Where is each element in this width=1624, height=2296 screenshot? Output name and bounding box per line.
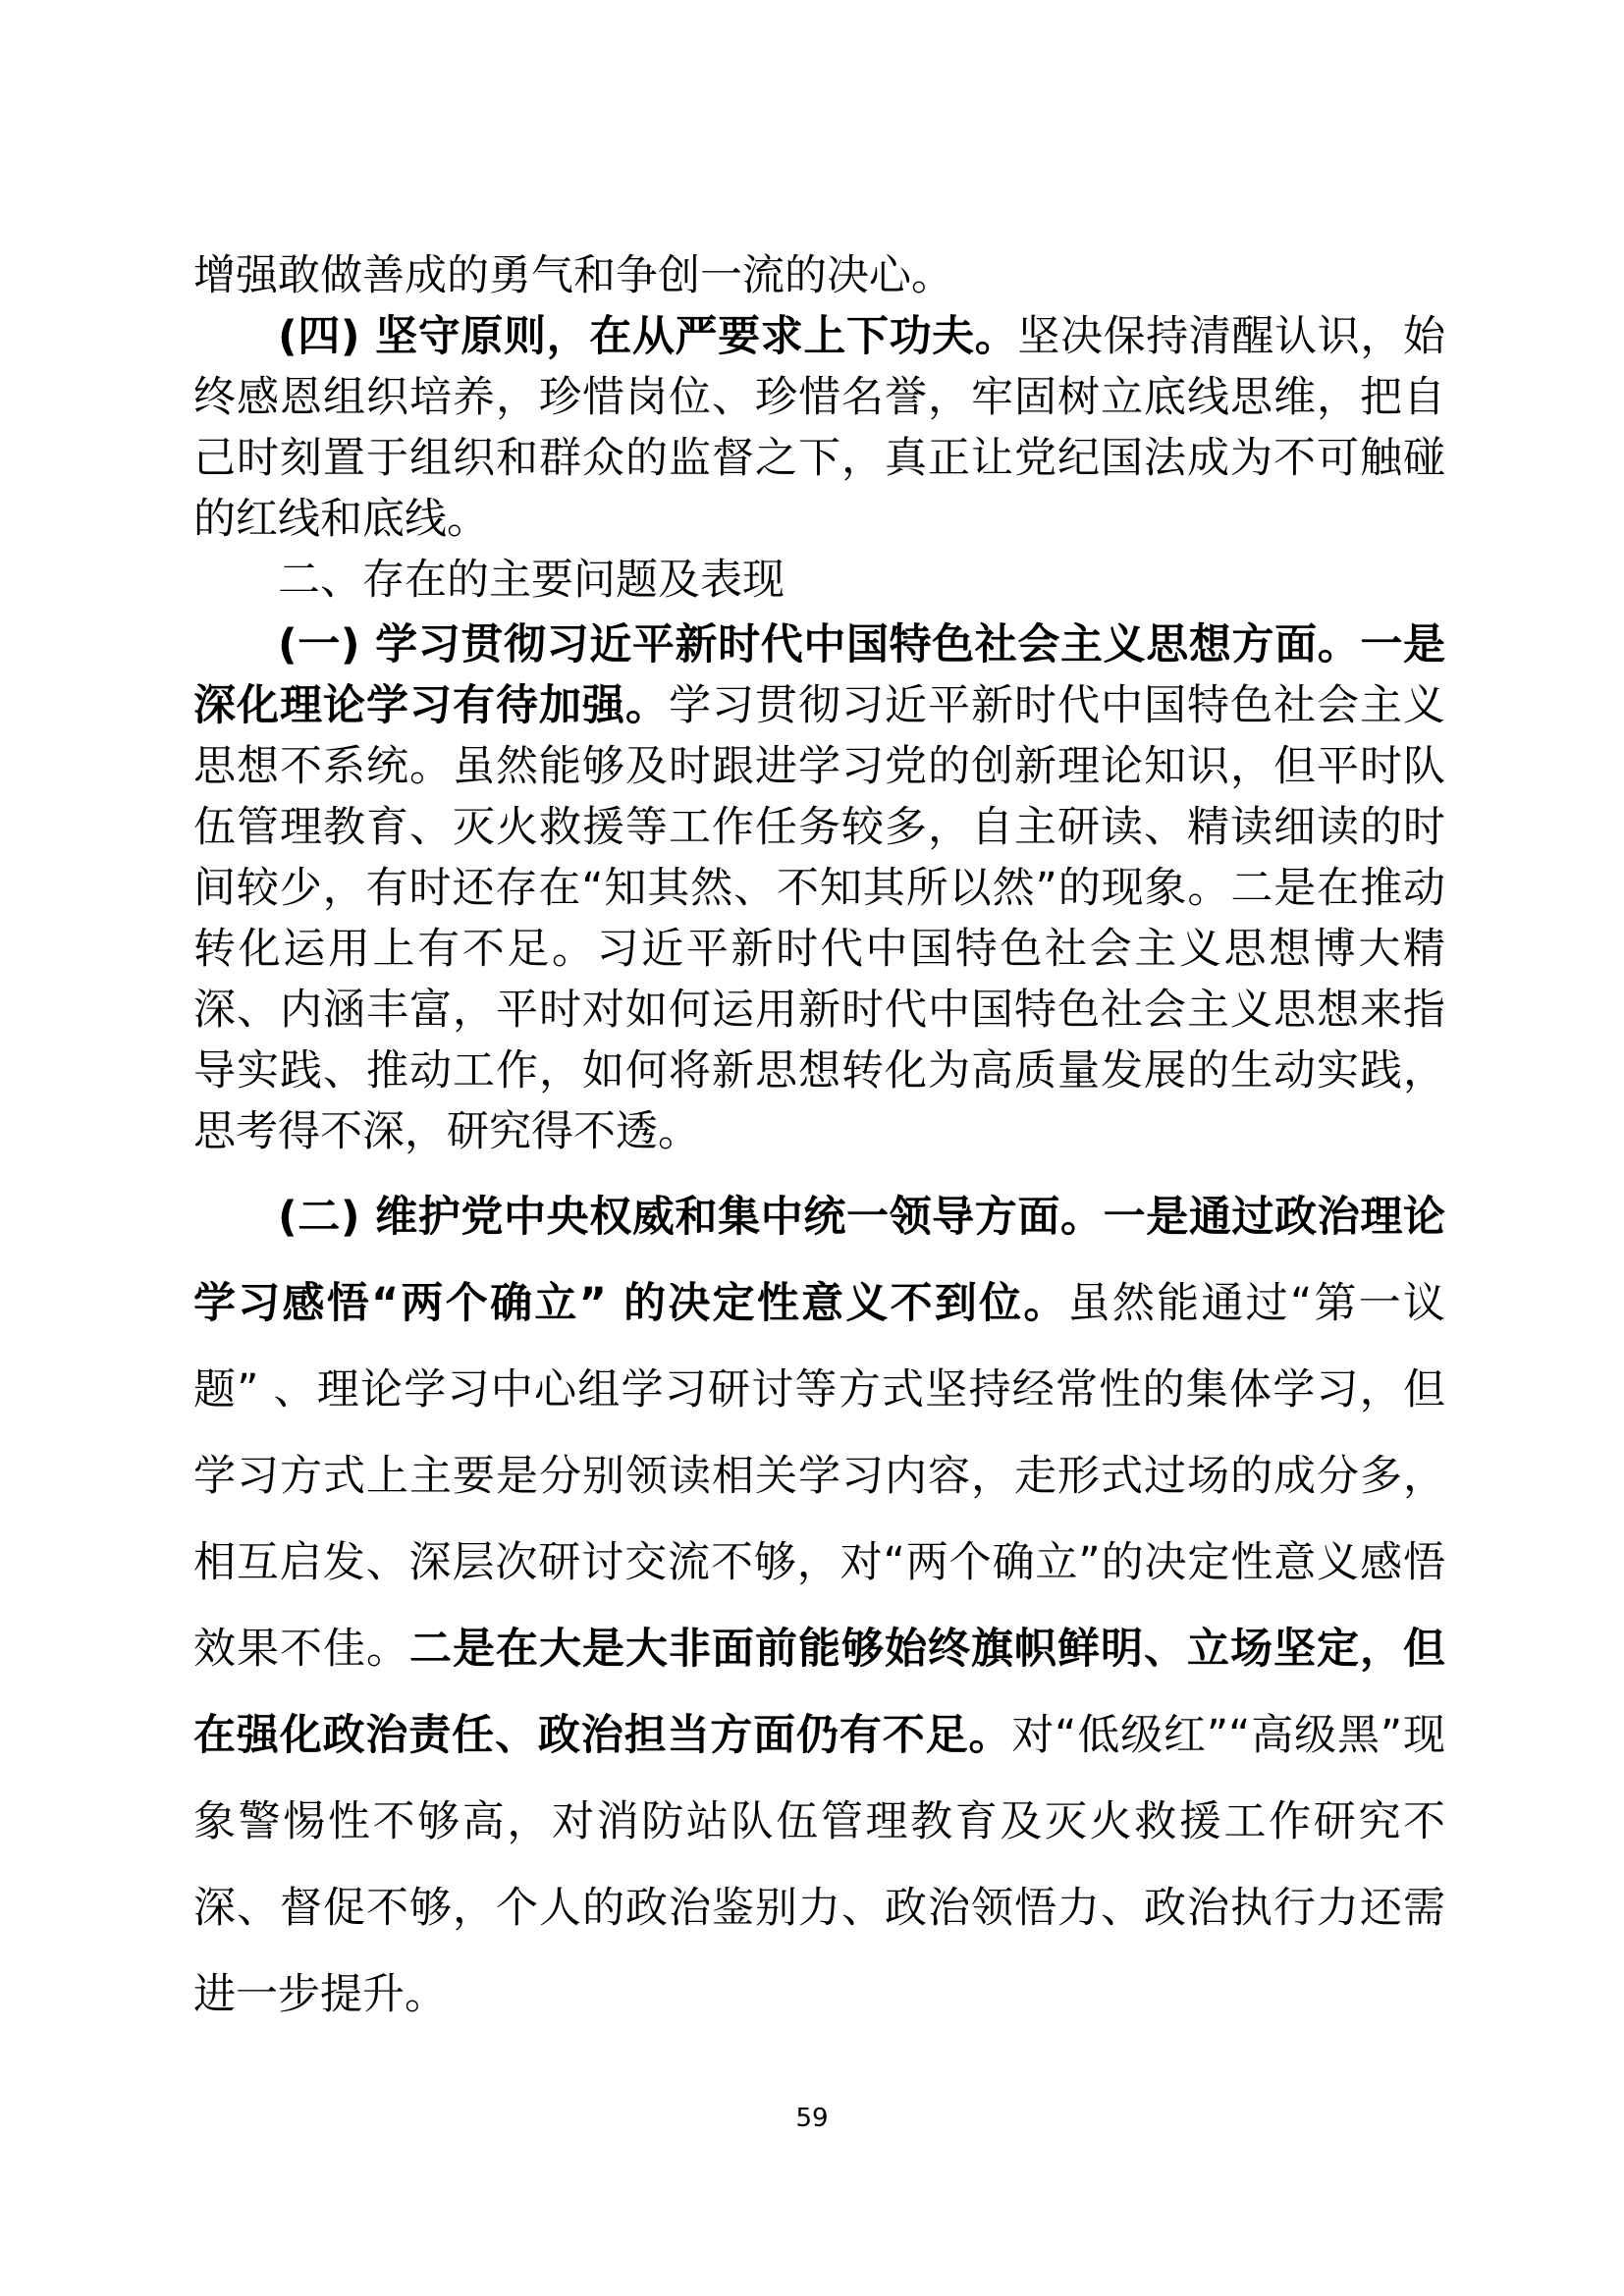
section-heading (193, 550, 1445, 611)
paragraph-text: 增强敢做善成的勇气和争创一流的决心。 (193, 251, 953, 300)
paragraph-text: 坚决保持清醒认识，始终感恩组织培养，珍惜岗位、珍惜名誉，牢固树立底线思维，把自己时刻置于组织和群众的监督之下，真正让党纪国法成为不可触碰的红线和底线。 (193, 312, 1445, 544)
paragraph-heading: (二) 维护党中央权威和集中统一领导方面。一是通过政治理论学习感悟“两个确立” 的决定性意义不到位。 (193, 1193, 1445, 1328)
paragraph-central-authority (193, 1174, 1445, 2038)
paragraph-text: 虽然能通过“第一议题” 、理论学习中心组学习研讨等方式坚持经常性的集体学习，但学习方式上主要是分别领读相关学习内容，走形式过场的成分多，相互启发、深层次研讨交流不够，对“两个确立”的决定性意义感悟效果不佳。 (193, 1279, 1445, 1674)
page-number: 59 (795, 2104, 829, 2133)
body-text (193, 245, 1445, 2038)
paragraph-heading: (一) 学习贯彻习近平新时代中国特色社会主义思想方面。一是深化理论学习有待加强。 (193, 620, 1445, 730)
paragraph-heading: (四) 坚守原则，在从严要求上下功夫。 (278, 312, 1018, 361)
paragraph-text: 学习贯彻习近平新时代中国特色社会主义思想不系统。虽然能够及时跟进学习党的创新理论知识，但平时队伍管理教育、灭火救援等工作任务较多，自主研读、精读细读的时间较少，有时还存在“知其然、不知其所以然”的现象。二是在推动转化运用上有不足。习近平新时代中国特色社会主义思想博大精深、内涵丰富，平时对如何运用新时代中国特色社会主义思想来指导实践、推动工作，如何将新思想转化为高质量发展的生动实践，思考得不深，研究得不透。 (193, 681, 1445, 1156)
paragraph-theory-study (193, 614, 1445, 1162)
paragraph-text: 对“低级红”“高级黑”现象警惕性不够高，对消防站队伍管理教育及灭火救援工作研究不深、督促不够，个人的政治鉴别力、政治领悟力、政治执行力还需进一步提升。 (193, 1711, 1446, 2019)
paragraph-subheading: 二是在大是大非面前能够始终旗帜鲜明、立场坚定，但在强化政治责任、政治担当方面仍有不足。 (193, 1625, 1445, 1760)
paragraph-continuation (193, 245, 1445, 306)
paragraph-principles (193, 306, 1445, 550)
section-title: 二、存在的主要问题及表现 (278, 556, 785, 605)
